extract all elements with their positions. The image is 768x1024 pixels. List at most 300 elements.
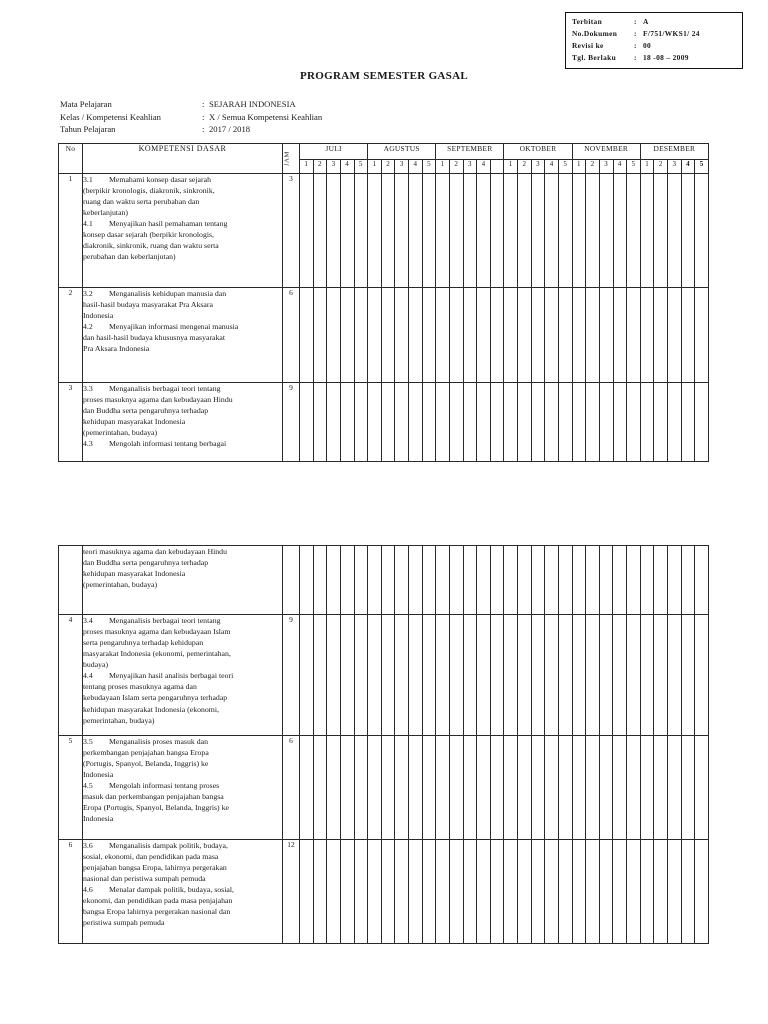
schedule-cell[interactable] [627, 383, 641, 462]
column-header-week-september-3: 3 [463, 160, 477, 174]
schedule-cell[interactable] [449, 840, 463, 944]
column-header-week-agustus-1: 1 [368, 160, 382, 174]
schedule-cell[interactable] [449, 546, 463, 615]
schedule-cell[interactable] [613, 736, 627, 840]
schedule-cell[interactable] [381, 615, 395, 736]
schedule-cell[interactable] [463, 288, 477, 383]
page-title: PROGRAM SEMESTER GASAL [300, 70, 468, 82]
schedule-cell[interactable] [627, 546, 641, 615]
schedule-cell[interactable] [409, 546, 423, 615]
kd-line [83, 692, 282, 703]
schedule-cell[interactable] [327, 546, 341, 615]
schedule-cell[interactable] [586, 383, 600, 462]
schedule-cell[interactable] [531, 174, 545, 288]
schedule-cell[interactable] [340, 383, 354, 462]
schedule-cell[interactable] [681, 840, 695, 944]
schedule-cell[interactable] [572, 383, 586, 462]
schedule-cell[interactable] [681, 546, 695, 615]
meta-row-tahun-pelajaran [60, 123, 322, 136]
schedule-cell[interactable] [599, 546, 613, 615]
schedule-cell[interactable] [313, 174, 327, 288]
kd-code: 3.5 [83, 737, 93, 746]
schedule-cell[interactable] [667, 840, 681, 944]
column-header-month-november: NOVEMBER [572, 144, 640, 160]
row-number: 6 [59, 840, 83, 944]
schedule-cell[interactable] [327, 615, 341, 736]
semester-schedule-table-page2 [58, 545, 709, 944]
jam-cell: 12 [283, 840, 300, 944]
schedule-cell[interactable] [354, 288, 368, 383]
kd-line [83, 229, 282, 240]
schedule-cell[interactable] [640, 840, 654, 944]
schedule-cell[interactable] [490, 840, 504, 944]
schedule-cell[interactable] [599, 288, 613, 383]
kd-text: Indonesia [83, 770, 114, 780]
schedule-cell[interactable] [695, 840, 709, 944]
schedule-cell[interactable] [340, 615, 354, 736]
schedule-cell[interactable] [518, 840, 532, 944]
schedule-cell[interactable] [545, 615, 559, 736]
kd-text: kebudayaan Islam serta pengaruhnya terhadap [83, 693, 228, 703]
kd-line [83, 185, 282, 196]
schedule-cell[interactable] [463, 736, 477, 840]
schedule-cell[interactable] [313, 546, 327, 615]
schedule-cell[interactable] [586, 174, 600, 288]
schedule-cell[interactable] [654, 840, 668, 944]
schedule-cell[interactable] [422, 615, 436, 736]
schedule-cell[interactable] [681, 288, 695, 383]
schedule-cell[interactable] [409, 288, 423, 383]
schedule-cell[interactable] [640, 288, 654, 383]
schedule-cell[interactable] [490, 736, 504, 840]
schedule-cell[interactable] [395, 546, 409, 615]
schedule-cell[interactable] [490, 383, 504, 462]
schedule-cell[interactable] [477, 546, 491, 615]
kd-line [83, 747, 282, 758]
column-header-week-oktober-1: 1 [504, 160, 518, 174]
schedule-cell[interactable] [586, 288, 600, 383]
schedule-cell[interactable] [586, 840, 600, 944]
kd-text: kehidupan masyarakat Indonesia [83, 569, 186, 579]
schedule-cell[interactable] [300, 174, 314, 288]
schedule-cell[interactable] [531, 840, 545, 944]
kd-text: penjajahan bangsa Eropa, lahirnya pergerakan [83, 863, 227, 873]
schedule-cell[interactable] [490, 546, 504, 615]
schedule-cell[interactable] [572, 288, 586, 383]
schedule-cell[interactable] [504, 615, 518, 736]
schedule-cell[interactable] [409, 174, 423, 288]
kd-line [83, 637, 282, 648]
doc-control-colon: : [634, 52, 637, 62]
kd-text: masyarakat Indonesia (ekonomi, pemerintahan, [83, 649, 231, 659]
schedule-cell[interactable] [327, 736, 341, 840]
schedule-cell[interactable] [354, 840, 368, 944]
column-header-month-oktober: OKTOBER [504, 144, 572, 160]
schedule-cell[interactable] [368, 615, 382, 736]
kd-text: perkembangan penjajahan bangsa Eropa [83, 748, 209, 758]
schedule-cell[interactable] [545, 840, 559, 944]
schedule-cell[interactable] [640, 546, 654, 615]
schedule-cell[interactable] [531, 288, 545, 383]
kd-line [83, 207, 282, 218]
schedule-cell[interactable] [409, 840, 423, 944]
meta-value: 2017 / 2018 [209, 124, 251, 135]
table-header-page1 [59, 144, 709, 174]
schedule-cell[interactable] [504, 546, 518, 615]
kd-code: 3.4 [83, 616, 93, 625]
kd-text: Menganalisis berbagai teori tentang [109, 384, 221, 393]
schedule-cell[interactable] [395, 288, 409, 383]
schedule-cell[interactable] [695, 288, 709, 383]
schedule-cell[interactable] [681, 736, 695, 840]
kd-text: proses masuknya agama dan kebudayaan Islam [83, 627, 231, 637]
schedule-cell[interactable] [368, 546, 382, 615]
schedule-cell[interactable] [504, 736, 518, 840]
row-number: 2 [59, 288, 83, 383]
schedule-cell[interactable] [395, 615, 409, 736]
schedule-cell[interactable] [313, 615, 327, 736]
schedule-cell[interactable] [449, 174, 463, 288]
column-header-week-november-1: 1 [572, 160, 586, 174]
schedule-cell[interactable] [558, 736, 572, 840]
schedule-cell[interactable] [381, 383, 395, 462]
schedule-cell[interactable] [354, 546, 368, 615]
table-row [59, 736, 709, 840]
document-control-row [566, 16, 742, 28]
table-row [59, 174, 709, 288]
schedule-cell[interactable] [381, 546, 395, 615]
schedule-cell[interactable] [409, 615, 423, 736]
schedule-cell[interactable] [558, 546, 572, 615]
kd-line [83, 780, 282, 791]
kompetensi-dasar-cell [83, 288, 283, 383]
schedule-cell[interactable] [422, 546, 436, 615]
kompetensi-dasar-cell [83, 840, 283, 944]
schedule-cell[interactable] [654, 615, 668, 736]
schedule-cell[interactable] [381, 736, 395, 840]
kd-text: Memahami konsep dasar sejarah [109, 175, 211, 184]
schedule-cell[interactable] [449, 288, 463, 383]
schedule-cell[interactable] [668, 383, 682, 462]
schedule-cell[interactable] [599, 174, 613, 288]
meta-colon: : [202, 99, 205, 109]
schedule-cell[interactable] [477, 288, 491, 383]
schedule-cell[interactable] [368, 288, 382, 383]
schedule-cell[interactable] [545, 383, 559, 462]
schedule-cell[interactable] [531, 736, 545, 840]
meta-value: X / Semua Kompetensi Keahlian [209, 111, 323, 122]
schedule-cell[interactable] [558, 383, 572, 462]
schedule-cell[interactable] [436, 615, 450, 736]
schedule-cell[interactable] [368, 383, 382, 462]
kd-line [83, 758, 282, 769]
schedule-cell[interactable] [340, 174, 354, 288]
doc-control-colon: : [634, 28, 637, 38]
schedule-cell[interactable] [640, 383, 654, 462]
schedule-cell[interactable] [300, 288, 314, 383]
meta-row-mata-pelajaran [60, 98, 322, 111]
schedule-cell[interactable] [572, 546, 586, 615]
jam-cell [283, 546, 300, 615]
schedule-cell[interactable] [504, 174, 518, 288]
schedule-cell[interactable] [518, 615, 532, 736]
schedule-cell[interactable] [395, 736, 409, 840]
column-header-week-desember-3: 3 [668, 160, 682, 174]
document-control-row [566, 52, 742, 64]
schedule-cell[interactable] [449, 615, 463, 736]
schedule-cell[interactable] [368, 736, 382, 840]
schedule-cell[interactable] [409, 383, 423, 462]
schedule-cell[interactable] [300, 546, 314, 615]
schedule-cell[interactable] [558, 615, 572, 736]
schedule-cell[interactable] [667, 615, 681, 736]
column-header-month-desember: DESEMBER [640, 144, 708, 160]
schedule-cell[interactable] [436, 383, 450, 462]
kd-line [83, 332, 282, 343]
schedule-cell[interactable] [586, 615, 600, 736]
kd-text: bangsa Eropa lahirnya pergerakan nasional dan [83, 907, 231, 917]
schedule-cell[interactable] [313, 840, 327, 944]
doc-control-label: No.Dokumen [572, 28, 618, 38]
schedule-cell[interactable] [613, 840, 627, 944]
kd-text: hasil-hasil budaya masyarakat Pra Aksara [83, 300, 213, 310]
schedule-cell[interactable] [613, 546, 627, 615]
schedule-cell[interactable] [545, 736, 559, 840]
kd-line [83, 568, 282, 579]
kd-text: dan hasil-hasil budaya khususnya masyarakat [83, 333, 226, 343]
column-header-week-desember-4: 4 [681, 160, 695, 174]
schedule-cell[interactable] [463, 546, 477, 615]
schedule-cell[interactable] [395, 174, 409, 288]
schedule-cell[interactable] [572, 840, 586, 944]
schedule-cell[interactable] [572, 174, 586, 288]
schedule-cell[interactable] [340, 546, 354, 615]
schedule-cell[interactable] [558, 174, 572, 288]
schedule-cell[interactable] [531, 383, 545, 462]
schedule-cell[interactable] [613, 174, 627, 288]
schedule-cell[interactable] [667, 736, 681, 840]
kd-line [83, 769, 282, 780]
schedule-cell[interactable] [504, 383, 518, 462]
schedule-cell[interactable] [504, 288, 518, 383]
schedule-cell[interactable] [640, 615, 654, 736]
kd-line [83, 615, 282, 626]
schedule-cell[interactable] [368, 840, 382, 944]
schedule-cell[interactable] [613, 615, 627, 736]
column-header-month-juli: JULI [300, 144, 368, 160]
schedule-cell[interactable] [477, 383, 491, 462]
schedule-cell[interactable] [545, 288, 559, 383]
schedule-cell[interactable] [395, 383, 409, 462]
column-header-week-juli-5: 5 [354, 160, 368, 174]
schedule-cell[interactable] [436, 840, 450, 944]
schedule-cell[interactable] [463, 840, 477, 944]
kd-line [83, 873, 282, 884]
schedule-cell[interactable] [668, 174, 682, 288]
kd-text: Pra Aksara Indonesia [83, 344, 150, 354]
schedule-cell[interactable] [599, 840, 613, 944]
schedule-cell[interactable] [354, 736, 368, 840]
schedule-cell[interactable] [518, 174, 532, 288]
schedule-cell[interactable] [654, 546, 668, 615]
kd-text: ruang dan waktu serta perubahan dan [83, 197, 200, 207]
jam-cell: 6 [283, 736, 300, 840]
schedule-cell[interactable] [695, 546, 709, 615]
schedule-cell[interactable] [449, 736, 463, 840]
schedule-cell[interactable] [667, 546, 681, 615]
schedule-cell[interactable] [599, 615, 613, 736]
schedule-cell[interactable] [300, 615, 314, 736]
kd-text: (pemerintahan, budaya) [83, 580, 158, 590]
schedule-cell[interactable] [681, 174, 695, 288]
schedule-cell[interactable] [572, 736, 586, 840]
kd-text: diakronik, sinkronik, ruang dan waktu serta [83, 241, 219, 251]
document-control-row [566, 28, 742, 40]
schedule-cell[interactable] [518, 383, 532, 462]
schedule-cell[interactable] [695, 736, 709, 840]
schedule-cell[interactable] [340, 736, 354, 840]
schedule-cell[interactable] [381, 288, 395, 383]
schedule-cell[interactable] [695, 615, 709, 736]
schedule-cell[interactable] [531, 546, 545, 615]
schedule-cell[interactable] [477, 736, 491, 840]
schedule-cell[interactable] [545, 174, 559, 288]
schedule-cell[interactable] [422, 840, 436, 944]
meta-label: Tahun Pelajaran [60, 124, 116, 135]
table-body-page1 [59, 174, 709, 462]
schedule-cell[interactable] [300, 736, 314, 840]
schedule-cell[interactable] [300, 840, 314, 944]
schedule-cell[interactable] [599, 736, 613, 840]
meta-value: SEJARAH INDONESIA [209, 99, 296, 109]
schedule-cell[interactable] [627, 615, 641, 736]
schedule-cell[interactable] [558, 288, 572, 383]
column-header-week-agustus-4: 4 [409, 160, 423, 174]
schedule-cell[interactable] [640, 736, 654, 840]
schedule-cell[interactable] [422, 736, 436, 840]
column-header-week-september-1: 1 [436, 160, 450, 174]
schedule-cell[interactable] [681, 383, 695, 462]
kd-text: (Portugis, Spanyol, Belanda, Inggris) ke [83, 759, 209, 769]
schedule-cell[interactable] [695, 174, 709, 288]
doc-control-label: Terbitan [572, 17, 603, 26]
column-header-week-november-2: 2 [586, 160, 600, 174]
schedule-cell[interactable] [613, 288, 627, 383]
schedule-cell[interactable] [422, 288, 436, 383]
schedule-cell[interactable] [586, 736, 600, 840]
schedule-cell[interactable] [327, 383, 341, 462]
doc-control-label: Tgl. Berlaku [572, 52, 617, 62]
doc-control-value: 18 -08 – 2009 [643, 52, 689, 62]
kd-text: Menganalisis berbagai teori tentang [109, 616, 221, 625]
schedule-cell[interactable] [436, 546, 450, 615]
schedule-cell[interactable] [627, 736, 641, 840]
schedule-cell[interactable] [395, 840, 409, 944]
schedule-cell[interactable] [327, 288, 341, 383]
column-header-week-desember-5: 5 [695, 160, 709, 174]
schedule-cell[interactable] [354, 615, 368, 736]
schedule-cell[interactable] [313, 288, 327, 383]
schedule-cell[interactable] [463, 383, 477, 462]
schedule-cell[interactable] [300, 383, 314, 462]
schedule-cell[interactable] [436, 174, 450, 288]
schedule-cell[interactable] [449, 383, 463, 462]
schedule-cell[interactable] [327, 174, 341, 288]
schedule-cell[interactable] [518, 736, 532, 840]
schedule-cell[interactable] [313, 736, 327, 840]
schedule-cell[interactable] [381, 840, 395, 944]
kd-text: sosial, ekonomi, dan pendidikan pada masa [83, 852, 219, 862]
schedule-cell[interactable] [422, 383, 436, 462]
schedule-cell[interactable] [490, 174, 504, 288]
schedule-cell[interactable] [654, 736, 668, 840]
schedule-cell[interactable] [627, 840, 641, 944]
schedule-cell[interactable] [436, 288, 450, 383]
schedule-cell[interactable] [572, 615, 586, 736]
column-header-month-september: SEPTEMBER [436, 144, 504, 160]
schedule-cell[interactable] [340, 288, 354, 383]
schedule-cell[interactable] [654, 383, 668, 462]
schedule-cell[interactable] [545, 546, 559, 615]
schedule-cell[interactable] [381, 174, 395, 288]
schedule-cell[interactable] [409, 736, 423, 840]
schedule-cell[interactable] [654, 174, 668, 288]
schedule-cell[interactable] [477, 840, 491, 944]
schedule-cell[interactable] [531, 615, 545, 736]
kd-line [83, 659, 282, 670]
schedule-cell[interactable] [490, 615, 504, 736]
schedule-cell[interactable] [668, 288, 682, 383]
schedule-cell[interactable] [422, 174, 436, 288]
schedule-cell[interactable] [327, 840, 341, 944]
schedule-cell[interactable] [518, 546, 532, 615]
schedule-cell[interactable] [354, 383, 368, 462]
kd-line [83, 884, 282, 895]
schedule-cell[interactable] [340, 840, 354, 944]
schedule-cell[interactable] [490, 288, 504, 383]
kd-line [83, 840, 282, 851]
schedule-cell[interactable] [504, 840, 518, 944]
kd-text: peristiwa sumpah pemuda [83, 918, 165, 928]
schedule-cell[interactable] [368, 174, 382, 288]
schedule-cell[interactable] [558, 840, 572, 944]
schedule-cell[interactable] [463, 174, 477, 288]
schedule-cell[interactable] [654, 288, 668, 383]
kd-text: Mengolah informasi tentang proses [109, 781, 220, 791]
schedule-cell[interactable] [640, 174, 654, 288]
kd-text: (berpikir kronologis, diakronik, sinkronik, [83, 186, 215, 196]
schedule-cell[interactable] [313, 383, 327, 462]
meta-colon: : [202, 111, 205, 122]
schedule-cell[interactable] [354, 174, 368, 288]
meta-label: Mata Pelajaran [60, 99, 112, 109]
kd-line [83, 579, 282, 590]
column-header-week-oktober-3: 3 [531, 160, 545, 174]
schedule-cell[interactable] [681, 615, 695, 736]
schedule-cell[interactable] [599, 383, 613, 462]
schedule-cell[interactable] [518, 288, 532, 383]
schedule-cell[interactable] [695, 383, 709, 462]
schedule-cell[interactable] [627, 174, 641, 288]
semester-schedule-table-page1 [58, 143, 709, 462]
schedule-cell[interactable] [586, 546, 600, 615]
schedule-cell[interactable] [463, 615, 477, 736]
schedule-cell[interactable] [627, 288, 641, 383]
schedule-cell[interactable] [477, 615, 491, 736]
schedule-cell[interactable] [477, 174, 491, 288]
schedule-cell[interactable] [613, 383, 627, 462]
schedule-cell[interactable] [436, 736, 450, 840]
